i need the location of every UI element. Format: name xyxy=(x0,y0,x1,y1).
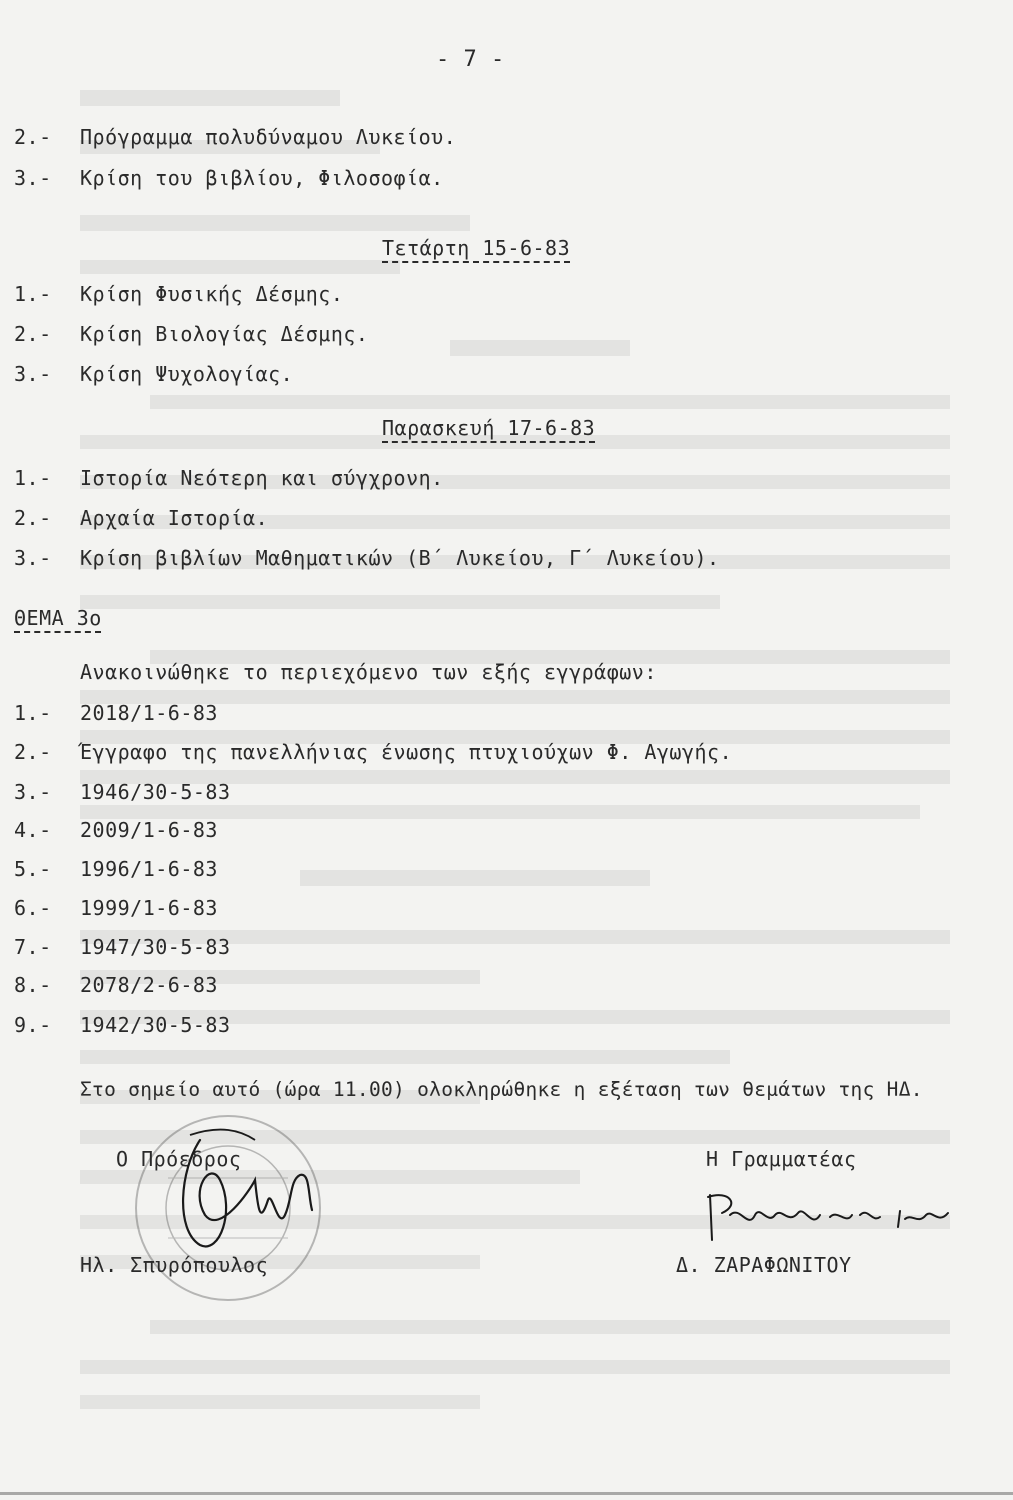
topic3-intro: Ανακοινώθηκε το περιεχόμενο των εξής εγγράφων: xyxy=(80,660,657,684)
list-item xyxy=(14,1013,231,1037)
list-item xyxy=(14,322,368,346)
item-text: Κρίση Φυσικής Δέσμης. xyxy=(80,282,344,306)
item-text: 2078/2-6-83 xyxy=(80,973,218,997)
item-text: Ιστορία Νεότερη και σύγχρονη. xyxy=(80,466,444,490)
secretary-name: Δ. ΖΑΡΑΦΩΝΙΤΟΥ xyxy=(676,1253,852,1277)
secretary-title: Η Γραμματέας xyxy=(706,1147,857,1171)
item-number: 3.- xyxy=(14,166,52,190)
item-text: Αρχαία Ιστορία. xyxy=(80,506,269,530)
item-text: Κρίση βιβλίων Μαθηματικών (Β΄ Λυκείου, Γ΄ Λυκείου). xyxy=(80,546,720,570)
item-number: 2.- xyxy=(14,506,52,530)
president-title: Ο Πρόεδρος xyxy=(116,1147,242,1171)
list-item xyxy=(14,546,720,570)
list-item xyxy=(14,818,218,842)
item-number: 7.- xyxy=(14,935,52,959)
item-number: 4.- xyxy=(14,818,52,842)
item-number: 8.- xyxy=(14,973,52,997)
item-text: 1947/30-5-83 xyxy=(80,935,231,959)
list-item xyxy=(14,282,343,306)
list-item xyxy=(14,857,218,881)
item-number: 5.- xyxy=(14,857,52,881)
closing-statement: Στο σημείο αυτό (ώρα 11.00) ολοκληρώθηκε η εξέταση των θεμάτων της ΗΔ. xyxy=(80,1078,923,1101)
scan-edge-line xyxy=(0,1492,1013,1495)
list-item xyxy=(14,362,293,386)
item-number: 9.- xyxy=(14,1013,52,1037)
item-number: 2.- xyxy=(14,740,52,764)
list-item xyxy=(14,701,218,725)
item-number: 1.- xyxy=(14,701,52,725)
item-number: 1.- xyxy=(14,466,52,490)
list-item xyxy=(14,935,231,959)
item-number: 3.- xyxy=(14,362,52,386)
secretary-signature xyxy=(700,1185,960,1255)
item-text: 1999/1-6-83 xyxy=(80,896,218,920)
list-item xyxy=(14,973,218,997)
item-text: 2009/1-6-83 xyxy=(80,818,218,842)
list-item xyxy=(14,896,218,920)
item-number: 2.- xyxy=(14,125,52,149)
list-item xyxy=(14,506,268,530)
item-number: 3.- xyxy=(14,546,52,570)
item-number: 3.- xyxy=(14,780,52,804)
item-text: 2018/1-6-83 xyxy=(80,701,218,725)
item-number: 2.- xyxy=(14,322,52,346)
item-text: Πρόγραμμα πολυδύναμου Λυκείου. xyxy=(80,125,457,149)
page-number: - 7 - xyxy=(436,47,505,72)
item-number: 6.- xyxy=(14,896,52,920)
list-item xyxy=(14,466,444,490)
item-text: 1946/30-5-83 xyxy=(80,780,231,804)
section-heading-friday: Παρασκευή 17-6-83 xyxy=(382,416,596,440)
list-item xyxy=(14,740,732,764)
item-text: Κρίση Ψυχολογίας. xyxy=(80,362,294,386)
president-signature xyxy=(160,1120,330,1270)
item-text: Κρίση Βιολογίας Δέσμης. xyxy=(80,322,369,346)
section-heading-wednesday: Τετάρτη 15-6-83 xyxy=(382,236,571,260)
list-item xyxy=(14,166,444,190)
list-item xyxy=(14,780,231,804)
item-text: 1942/30-5-83 xyxy=(80,1013,231,1037)
item-text: Έγγραφο της πανελλήνιας ένωσης πτυχιούχων Φ. Αγωγής. xyxy=(80,740,733,764)
item-number: 1.- xyxy=(14,282,52,306)
president-name: Ηλ. Σπυρόπουλος xyxy=(80,1253,269,1277)
list-item xyxy=(14,125,456,149)
item-text: 1996/1-6-83 xyxy=(80,857,218,881)
section-heading-topic3: ΘΕΜΑ 3ο xyxy=(14,606,102,630)
item-text: Κρίση του βιβλίου, Φιλοσοφία. xyxy=(80,166,444,190)
